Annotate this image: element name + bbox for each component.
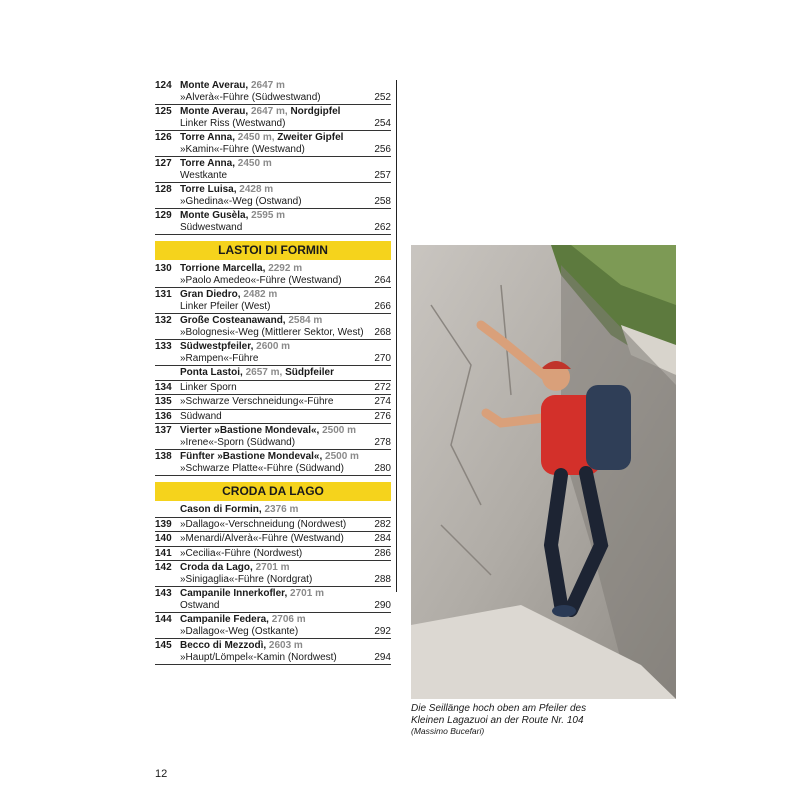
page-ref: 274 — [374, 396, 391, 407]
route-number: 144 — [155, 614, 172, 625]
climber-photo-illustration — [411, 245, 676, 699]
toc-entry — [155, 381, 391, 396]
route-number: 134 — [155, 381, 172, 393]
route-name: »Menardi/Alverà«-Führe (Westwand) — [180, 533, 344, 544]
toc-entry — [155, 262, 391, 288]
route-number: 136 — [155, 410, 172, 422]
route-name: »Irene«-Sporn (Südwand) — [180, 436, 296, 448]
toc-entry — [155, 450, 391, 476]
column-divider — [396, 80, 397, 592]
route-number: 140 — [155, 533, 172, 544]
caption-line-1: Die Seillänge hoch oben am Pfeiler des — [411, 703, 587, 714]
route-name: »Alverà«-Führe (Südwestwand) — [180, 91, 321, 103]
summit-height: 2647 m — [250, 80, 285, 91]
page-ref: 286 — [374, 547, 391, 559]
page-ref: 252 — [374, 91, 391, 103]
summit-name: Torrione Marcella, — [180, 263, 266, 274]
summit-height: 2428 m — [239, 184, 274, 195]
summit-name: Croda da Lago, — [180, 562, 253, 573]
summit-height: 2600 m — [256, 341, 291, 352]
page-ref: 292 — [374, 625, 391, 637]
toc-entry — [155, 613, 391, 639]
page-ref: 258 — [374, 195, 391, 207]
summit-name: Fünfter »Bastione Mondeval«, — [180, 451, 323, 462]
toc-entry — [155, 561, 391, 587]
route-number: 142 — [155, 562, 172, 573]
toc-entry — [155, 410, 391, 425]
toc-entry — [155, 424, 391, 450]
page-ref: 282 — [374, 518, 391, 530]
route-name: »Paolo Amedeo«-Führe (Westwand) — [180, 274, 342, 286]
page-ref: 276 — [374, 410, 391, 422]
page-ref: 294 — [374, 651, 391, 663]
table-of-contents — [155, 79, 391, 665]
toc-entry — [155, 503, 391, 518]
route-number: 135 — [155, 396, 172, 407]
photo-caption — [411, 703, 681, 738]
route-name: Linker Riss (Westwand) — [180, 117, 286, 129]
toc-entry — [155, 79, 391, 105]
route-name: Linker Pfeiler (West) — [180, 300, 271, 312]
summit-height: 2584 m — [288, 315, 323, 326]
toc-entry — [155, 209, 391, 235]
route-number: 145 — [155, 640, 172, 651]
summit-height: 2701 m — [290, 588, 324, 599]
route-number: 130 — [155, 263, 172, 274]
route-number: 124 — [155, 80, 172, 91]
summit-name: Campanile Federa, — [180, 614, 269, 625]
toc-entry — [155, 131, 391, 157]
summit-name: Torre Anna, — [180, 132, 236, 143]
summit-name: Torre Anna, — [180, 158, 236, 169]
page-ref: 278 — [374, 436, 391, 448]
toc-entry — [155, 183, 391, 209]
route-number: 143 — [155, 588, 172, 599]
summit-name: Gran Diedro, — [180, 289, 241, 300]
route-number: 127 — [155, 158, 172, 169]
page-ref: 266 — [374, 300, 391, 312]
summit-height: 2657 m, — [245, 367, 283, 378]
route-name: »Schwarze Platte«-Führe (Südwand) — [180, 462, 344, 474]
page-ref: 272 — [374, 381, 391, 393]
summit-height: 2450 m — [237, 158, 272, 169]
summit-height: 2500 m — [322, 425, 357, 436]
toc-entry — [155, 157, 391, 183]
toc-entry — [155, 547, 391, 562]
toc-entry — [155, 105, 391, 131]
summit-height: 2450 m, — [237, 132, 275, 143]
route-name: »Haupt/Lömpel«-Kamin (Nordwest) — [180, 651, 337, 663]
route-name: Südwestwand — [180, 221, 243, 233]
page-ref: 257 — [374, 169, 391, 181]
summit-name: Große Costeanawand, — [180, 315, 286, 326]
climber-photo — [411, 245, 676, 699]
route-number: 139 — [155, 518, 172, 530]
page-ref: 268 — [374, 326, 391, 338]
route-number: 131 — [155, 289, 172, 300]
page-ref: 270 — [374, 352, 391, 364]
route-number: 133 — [155, 341, 172, 352]
toc-entry — [155, 288, 391, 314]
toc-entry — [155, 340, 391, 366]
summit-height: 2595 m — [251, 210, 286, 221]
route-number: 128 — [155, 184, 172, 195]
section-heading: LASTOI DI FORMIN — [155, 241, 391, 260]
summit-name: Cason di Formin, — [180, 504, 262, 515]
toc-entry — [155, 587, 391, 613]
route-name: »Dallago«-Weg (Ostkante) — [180, 625, 299, 637]
summit-name: Torre Luisa, — [180, 184, 237, 195]
summit-extra: Südpfeiler — [285, 367, 334, 378]
summit-height: 2376 m — [264, 504, 299, 515]
page-ref: 254 — [374, 117, 391, 129]
toc-entry — [155, 314, 391, 340]
page-number: 12 — [155, 768, 168, 780]
summit-name: Monte Averau, — [180, 80, 249, 91]
page-ref: 290 — [374, 599, 391, 611]
summit-height: 2647 m, — [250, 106, 288, 117]
route-name: »Dallago«-Verschneidung (Nordwest) — [180, 518, 347, 530]
summit-name: Becco di Mezzodì, — [180, 640, 267, 651]
summit-name: Südwestpfeiler, — [180, 341, 254, 352]
summit-height: 2701 m — [255, 562, 290, 573]
toc-entry — [155, 366, 391, 381]
summit-height: 2482 m — [243, 289, 278, 300]
route-number: 129 — [155, 210, 172, 221]
toc-entry — [155, 395, 391, 410]
route-name: Linker Sporn — [180, 381, 237, 393]
summit-height: 2500 m — [325, 451, 359, 462]
page-ref: 280 — [374, 462, 391, 474]
route-number: 125 — [155, 106, 172, 117]
route-number: 141 — [155, 547, 172, 559]
route-number: 138 — [155, 451, 172, 462]
page-ref: 262 — [374, 221, 391, 233]
summit-name: Vierter »Bastione Mondeval«, — [180, 425, 320, 436]
route-name: »Rampen«-Führe — [180, 352, 259, 364]
route-number: 126 — [155, 132, 172, 143]
summit-extra: Zweiter Gipfel — [277, 132, 344, 143]
page-ref: 284 — [374, 533, 391, 544]
summit-height: 2292 m — [268, 263, 303, 274]
route-name: »Schwarze Verschneidung«-Führe — [180, 396, 334, 407]
route-number: 137 — [155, 425, 172, 436]
page-ref: 264 — [374, 274, 391, 286]
route-name: Westkante — [180, 169, 228, 181]
toc-entry — [155, 518, 391, 533]
summit-name: Ponta Lastoi, — [180, 367, 243, 378]
page-ref: 288 — [374, 573, 391, 585]
route-number: 132 — [155, 315, 172, 326]
route-name: »Sinigaglia«-Führe (Nordgrat) — [180, 573, 313, 585]
caption-credit: (Massimo Bucefari) — [411, 726, 485, 736]
route-name: »Bolognesi«-Weg (Mittlerer Sektor, West) — [180, 326, 364, 338]
summit-name: Monte Gusèla, — [180, 210, 249, 221]
route-name: Ostwand — [180, 599, 220, 611]
route-name: »Kamin«-Führe (Westwand) — [180, 143, 305, 155]
summit-extra: Nordgipfel — [290, 106, 341, 117]
summit-name: Monte Averau, — [180, 106, 249, 117]
summit-height: 2603 m — [268, 640, 303, 651]
route-name: »Ghedina«-Weg (Ostwand) — [180, 195, 302, 207]
toc-entry — [155, 532, 391, 547]
summit-name: Campanile Innerkofler, — [180, 588, 288, 599]
summit-height: 2706 m — [271, 614, 306, 625]
toc-entry — [155, 639, 391, 665]
caption-line-2: Kleinen Lagazuoi an der Route Nr. 104 — [411, 714, 584, 726]
route-name: »Cecilia«-Führe (Nordwest) — [180, 547, 303, 559]
route-name: Südwand — [180, 410, 222, 422]
page-ref: 256 — [374, 143, 391, 155]
section-heading: CRODA DA LAGO — [155, 482, 391, 501]
